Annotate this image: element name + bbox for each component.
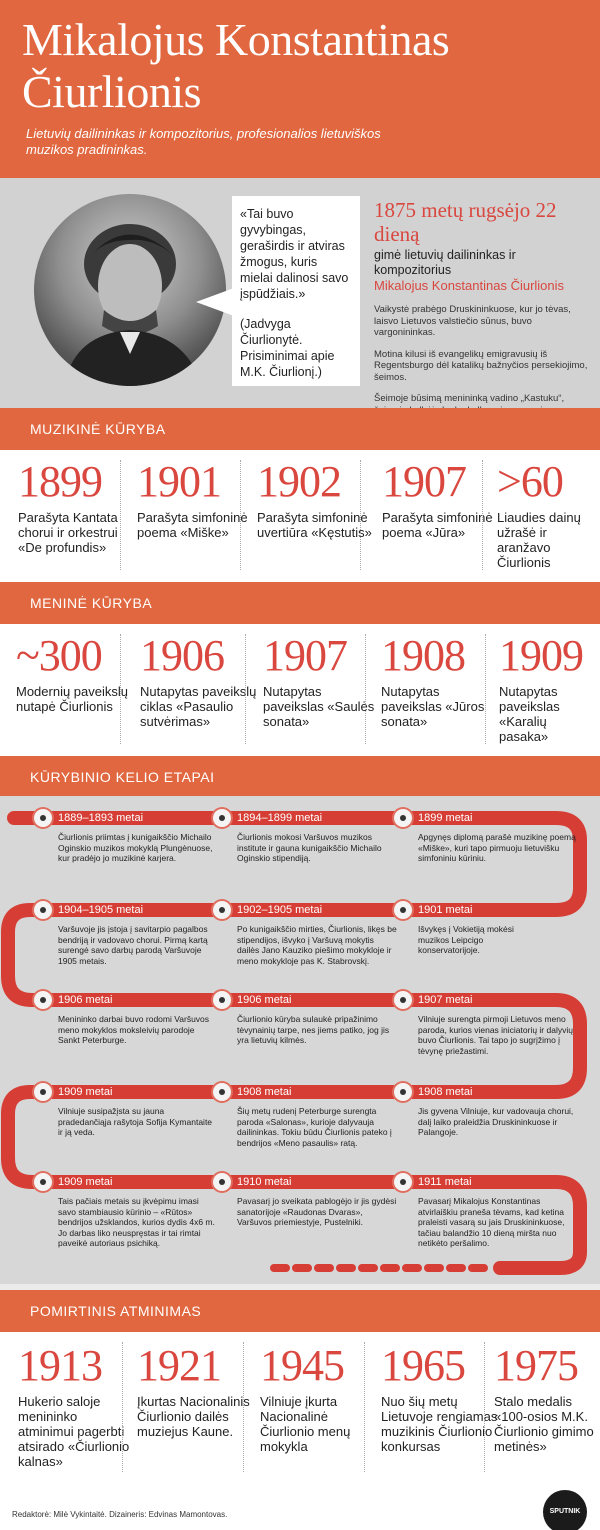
header — [0, 0, 600, 178]
stat-text: Hukerio saloje menininko atminimui pagerbti atsirado «Čiurlionio kalnas» — [18, 1394, 130, 1469]
stat-text: Įkurtas Nacionalinis Čiurlionio dailės muziejus Kaune. — [137, 1394, 250, 1439]
event-title: 1889–1893 metai — [58, 812, 144, 824]
section-art-heading: MENINĖ KŪRYBA — [0, 582, 600, 624]
music-stat — [18, 457, 136, 555]
event-title: 1899 metai — [418, 812, 473, 824]
timeline-dot — [394, 1173, 412, 1191]
stat-text: Liaudies dainų užrašė ir aranžavo Čiurlionis — [497, 510, 581, 570]
event-title: 1906 metai — [58, 994, 113, 1006]
timeline-dot — [213, 809, 231, 827]
page-subtitle: Lietuvių dailininkas ir kompozitorius, profesionalios lietuviškos muzikos pradininkas. — [26, 126, 381, 157]
art-stats — [0, 624, 600, 756]
divider — [240, 460, 241, 570]
event-text: Po kunigaikščio mirties, Čiurlionis, likęs be stipendijos, išvyko į Varšuvą mokytis dailės Jano Kauziko piešimo mokykloje ir meno mokykloje pas K. Stabrovskį. — [237, 924, 397, 966]
bio-paragraph-3: Šeimoje būsimą menininką vadino „Kastuku“, — [374, 393, 565, 404]
timeline-dot — [213, 1173, 231, 1191]
event-title: 1894–1899 metai — [237, 812, 323, 824]
timeline-dot — [394, 991, 412, 1009]
event-text: Čiurlionis priimtas į kunigaikščio Michailo Oginskio muzikos mokyklą Plungėnuose, kur pradėjo jo muzikinė karjera. — [58, 832, 213, 863]
memory-stat — [18, 1341, 136, 1469]
speech-bubble-tail — [196, 288, 234, 316]
stat-number: 1913 — [18, 1341, 102, 1390]
stat-number: 1907 — [263, 631, 347, 680]
music-stat — [497, 457, 593, 570]
art-stat — [381, 631, 499, 729]
timeline-dot — [34, 1083, 52, 1101]
event-title: 1907 metai — [418, 994, 473, 1006]
stat-text: Stalo medalis «100-osios M.K. Čiurlionio gimimo metinės» — [494, 1394, 594, 1454]
stat-number: 1945 — [260, 1341, 344, 1390]
music-stat — [257, 457, 375, 540]
section-stages-heading: KŪRYBINIO KELIO ETAPAI — [0, 756, 600, 798]
memory-stat — [381, 1341, 499, 1454]
stat-number: 1906 — [140, 631, 224, 680]
stat-number: 1901 — [137, 457, 221, 506]
credits: Redaktorė: Milė Vykintaitė. Dizaineris: Edvinas Mamontovas. — [12, 1510, 228, 1519]
stat-number: 1902 — [257, 457, 341, 506]
footer — [0, 1490, 600, 1530]
timeline-dot — [213, 1083, 231, 1101]
divider — [120, 460, 121, 570]
event-text: Čiurlionio kūryba sulaukė pripažinimo tėvynainių tarpe, nes jiems patiko, jog jis yra lietuvių kilmės. — [237, 1014, 390, 1045]
stat-number: 1908 — [381, 631, 465, 680]
event-title: 1908 metai — [418, 1086, 473, 1098]
timeline-dot — [213, 901, 231, 919]
event-text: Pavasarį jo sveikata pablogėjo ir jis gydėsi sanatorijoje «Raudonas Dvaras», Varšuvos priemiestyje, Pustelniki. — [237, 1196, 397, 1227]
timeline-dot — [213, 991, 231, 1009]
memory-stat — [494, 1341, 594, 1454]
stat-number: ~300 — [16, 631, 102, 680]
quote-bubble — [232, 196, 360, 386]
stat-number: 1899 — [18, 457, 102, 506]
stat-number: 1975 — [494, 1341, 578, 1390]
stat-text: Vilniuje įkurta Nacionalinė Čiurlionio menų mokykla — [260, 1394, 351, 1454]
event-text: Tais pačiais metais su įkvėpimu imasi savo stambiausio kūrinio – «Rūtos» bendrijos užsklandos, kurios dydis 4x6 m. Jo darbas liko neuspręstas ir tai rimtai paveikė autoriaus psichiką. — [58, 1196, 215, 1248]
music-stats — [0, 450, 600, 582]
event-title: 1906 metai — [237, 994, 292, 1006]
birth-date: 1875 metų rugsėjo 22 dieną — [374, 198, 557, 246]
stat-text: Modernių paveikslų nutapė Čiurlionis — [16, 684, 129, 714]
event-text: Apgynęs diplomą parašė muzikinę poemą «Miške», kuri tapo pirmuoju lietuvišku simfoniniu kūriniu. — [418, 832, 576, 863]
music-stat — [137, 457, 255, 540]
divider — [485, 634, 486, 744]
timeline-dot — [394, 809, 412, 827]
quote-text: «Tai buvo gyvybingas, geraširdis ir atviras žmogus, kuris mielai dalinosi savo įspūdžiais.» — [240, 207, 349, 301]
event-text: Vilniuje surengta pirmoji Lietuvos meno paroda, kurios vienas iniciatorių ir dalyvių buvo Čiurlionis. Tai tapo jo sugrįžimo į tėvynę priežastimi. — [418, 1014, 573, 1056]
memory-stat — [260, 1341, 378, 1454]
event-text: Pavasarį Mikalojus Konstantinas atvirlaiškiu praneša tėvams, kad ketina praleisti vasarą su jais Druskininkuose, tačiau balandžio 10 dieną miršta nuo netikėto peršalimo. — [418, 1196, 565, 1248]
art-stat — [16, 631, 134, 714]
divider — [120, 634, 121, 744]
divider — [245, 634, 246, 744]
event-text: Šių metų rudenį Peterburge surengta paroda «Salonas», kurioje dalyvauja dailininkas. Tokiu būdu Čiurlionis pateko į bendrijos «Meno pasaulis» ratą. — [237, 1106, 392, 1148]
divider — [364, 1342, 365, 1472]
event-title: 1901 metai — [418, 904, 473, 916]
event-text: Išvykęs į Vokietiją mokėsi muzikos Leipcigo konservatorijoje. — [418, 924, 514, 955]
event-text: Jis gyvena Vilniuje, kur vadovauja chorui, dalį laiko praleidžia Druskininkuose ir Palangoje. — [418, 1106, 574, 1137]
timeline — [0, 796, 600, 1284]
bio-section — [0, 178, 600, 408]
art-stat — [499, 631, 595, 744]
stat-text: Nutapytas paveikslas «Jūros sonata» — [381, 684, 485, 729]
event-title: 1902–1905 metai — [237, 904, 323, 916]
quote-source: (Jadvyga Čiurlionytė. Prisiminimai apie M.K. Čiurlionį.) — [240, 317, 335, 379]
art-stat — [140, 631, 258, 729]
stat-text: Parašyta simfoninė poema «Jūra» — [382, 510, 493, 540]
section-memory-heading: POMIRTINIS ATMINIMAS — [0, 1290, 600, 1332]
stat-text: Nuo šių metų Lietuvoje rengiamas muzikinis Čiurlionio konkursas — [381, 1394, 498, 1454]
event-title: 1909 metai — [58, 1086, 113, 1098]
timeline-dot — [34, 901, 52, 919]
memory-stats — [0, 1332, 600, 1490]
memory-stat — [137, 1341, 255, 1439]
divider — [484, 1342, 485, 1472]
bio-paragraph-2: Motina kilusi iš evangelikų emigravusių iš Regentsburgo dėl katalikų bažnyčios persekiojimo, šeimos. — [374, 348, 588, 383]
stat-text: Parašyta simfoninė poema «Miške» — [137, 510, 248, 540]
stat-number: 1907 — [382, 457, 466, 506]
stat-text: Nutapytas paveikslas «Karalių pasaka» — [499, 684, 560, 744]
stat-number: >60 — [497, 457, 563, 506]
divider — [360, 460, 361, 570]
event-title: 1908 metai — [237, 1086, 292, 1098]
event-title: 1904–1905 metai — [58, 904, 144, 916]
event-title: 1909 metai — [58, 1176, 113, 1188]
timeline-dot — [34, 991, 52, 1009]
event-text: Čiurlionis mokosi Varšuvos muzikos institute ir gauna kunigaikščio Michailo Oginskio stipendiją. — [237, 832, 382, 863]
full-name: Mikalojus Konstantinas Čiurlionis — [374, 278, 565, 293]
birth-caption: gimė lietuvių dailininkas ir kompozitorius — [374, 248, 516, 277]
stat-number: 1921 — [137, 1341, 221, 1390]
divider — [482, 460, 483, 570]
stat-text: Parašyta Kantata chorui ir orkestrui «De profundis» — [18, 510, 118, 555]
stat-text: Nutapytas paveikslų ciklas «Pasaulio sutvėrimas» — [140, 684, 257, 729]
section-music-heading: MUZIKINĖ KŪRYBA — [0, 408, 600, 450]
divider — [243, 1342, 244, 1472]
sputnik-logo: SPUTNIK — [543, 1490, 587, 1530]
timeline-dot — [34, 1173, 52, 1191]
event-text: Vilniuje susipažįsta su jauna pradedančiąja rašytoja Sofija Kymantaite ir ją veda. — [58, 1106, 213, 1137]
event-title: 1910 metai — [237, 1176, 292, 1188]
stat-number: 1909 — [499, 631, 583, 680]
divider — [365, 634, 366, 744]
divider — [122, 1342, 123, 1472]
event-text: Varšuvoje jis įstoja į savitarpio pagalbos bendriją ir vadovavo chorui. Pirmą kartą surengė savo darbų parodą Varšuvoje 1905 metais. — [58, 924, 208, 966]
timeline-dot — [394, 1083, 412, 1101]
bio-paragraph-1: Vaikystė prabėgo Druskininkuose, kur jo tėvas, laisvo Lietuvos valstiečio sūnus, buvo vargonininkas. — [374, 304, 571, 338]
art-stat — [263, 631, 381, 729]
stat-text: Nutapytas paveikslas «Saulės sonata» — [263, 684, 375, 729]
event-text: Menininko darbai buvo rodomi Varšuvos meno mokyklos moksleivių parodoje Sankt Peterburge. — [58, 1014, 210, 1045]
event-title: 1911 metai — [418, 1176, 472, 1188]
timeline-dot — [394, 901, 412, 919]
stat-text: Parašyta simfoninė uvertiūra «Kęstutis» — [257, 510, 372, 540]
timeline-dot — [34, 809, 52, 827]
stat-number: 1965 — [381, 1341, 465, 1390]
page-title: Mikalojus Konstantinas Čiurlionis — [22, 14, 450, 117]
